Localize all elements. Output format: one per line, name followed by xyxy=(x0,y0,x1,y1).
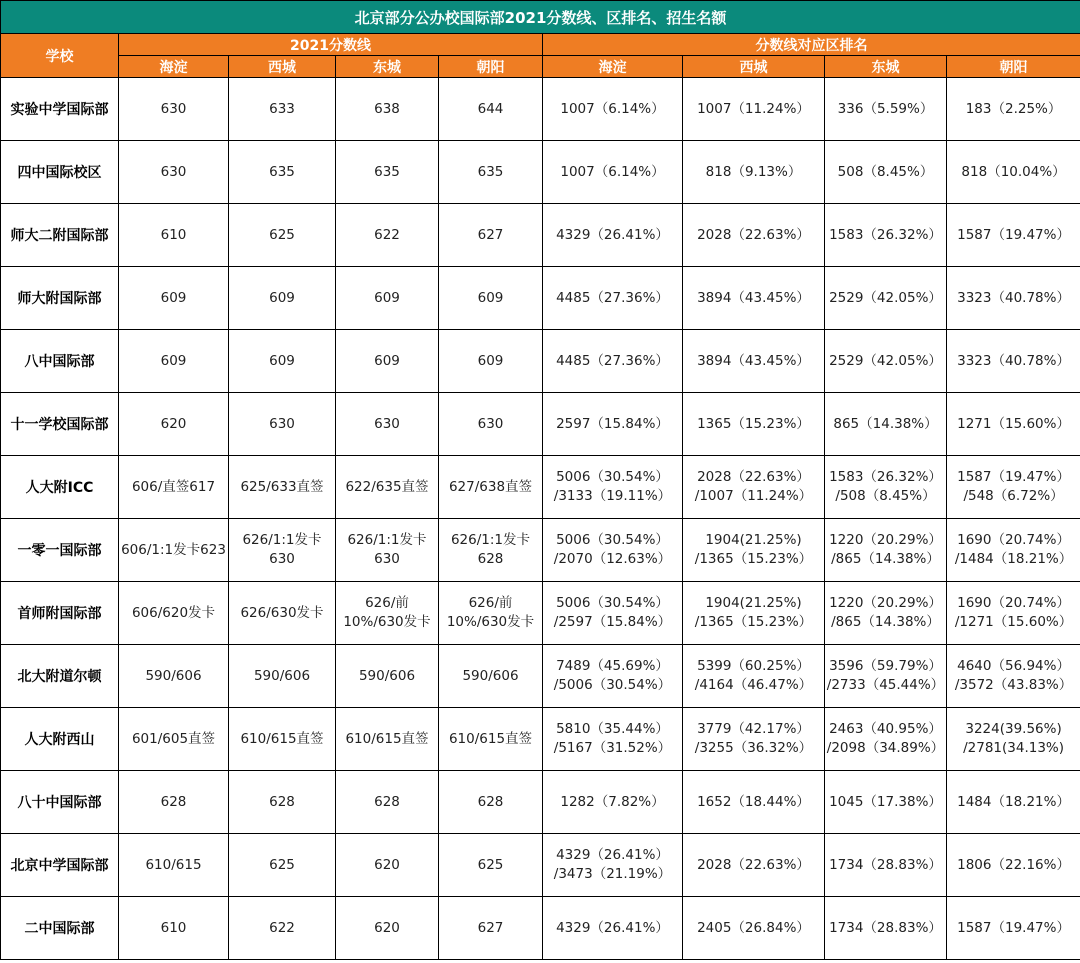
score-line: 625/633直签 xyxy=(240,478,324,495)
rank-line: /2597（15.84%） xyxy=(553,614,672,630)
rank-cell xyxy=(825,645,947,708)
score-cell xyxy=(119,708,229,771)
score-line: 620 xyxy=(374,856,400,873)
score-cell xyxy=(119,519,229,582)
rank-cell xyxy=(947,897,1080,960)
rank-line: 1587（19.47%） xyxy=(957,226,1070,243)
score-cell xyxy=(229,456,336,519)
school-name-cell: 十一学校国际部 xyxy=(1,393,119,456)
rank-cell xyxy=(543,204,683,267)
rank-line: 865（14.38%） xyxy=(833,415,938,432)
score-cell xyxy=(119,78,229,141)
table-row xyxy=(1,393,1080,456)
rank-line: 1690（20.74%） xyxy=(957,595,1070,611)
rank-line: 2597（15.84%） xyxy=(556,415,669,432)
score-cell xyxy=(229,204,336,267)
score-line: 630 xyxy=(374,551,400,567)
rank-line: 2463（40.95%） xyxy=(829,721,942,737)
score-cell xyxy=(336,204,439,267)
rank-cell xyxy=(825,519,947,582)
score-line: 609 xyxy=(160,289,187,306)
rank-cell xyxy=(543,834,683,897)
rank-line: /865（14.38%） xyxy=(831,551,940,567)
score-cell xyxy=(439,393,543,456)
rank-district-header: 朝阳 xyxy=(947,56,1080,78)
rank-cell xyxy=(683,834,825,897)
rank-line: /548（6.72%） xyxy=(963,488,1064,504)
score-line: 622/635直签 xyxy=(345,478,429,495)
rank-line: 5006（30.54%） xyxy=(556,595,669,611)
rank-line: 1007（11.24%） xyxy=(697,100,810,117)
score-line: 627 xyxy=(477,226,504,243)
rank-line: /3255（36.32%） xyxy=(694,740,813,756)
rank-line: 3596（59.79%） xyxy=(829,658,942,674)
rank-line: 4485（27.36%） xyxy=(556,352,669,369)
score-line: 628 xyxy=(477,551,504,567)
rank-cell xyxy=(825,834,947,897)
rank-cell xyxy=(825,708,947,771)
rank-cell xyxy=(543,708,683,771)
rank-line: 5399（60.25%） xyxy=(697,658,810,674)
score-line: 609 xyxy=(269,289,295,306)
school-name-cell: 一零一国际部 xyxy=(1,519,119,582)
rank-cell xyxy=(543,582,683,645)
score-cell xyxy=(439,78,543,141)
table-row xyxy=(1,78,1080,141)
score-line: 609 xyxy=(374,352,400,369)
score-line: 644 xyxy=(477,100,504,117)
rank-line: /2098（34.89%） xyxy=(826,740,945,756)
rank-cell xyxy=(947,330,1080,393)
score-cell xyxy=(229,267,336,330)
rank-cell xyxy=(947,645,1080,708)
rank-line: 5006（30.54%） xyxy=(556,469,669,485)
rank-cell xyxy=(543,645,683,708)
rank-cell xyxy=(825,393,947,456)
rank-line: 4329（26.41%） xyxy=(556,226,669,243)
ranks-group-header: 分数线对应区排名 xyxy=(543,34,1080,56)
school-name-cell: 师大二附国际部 xyxy=(1,204,119,267)
score-line: 590/606 xyxy=(462,667,519,684)
score-cell xyxy=(336,771,439,834)
rank-cell xyxy=(543,267,683,330)
scores-group-header: 2021分数线 xyxy=(119,34,543,56)
rank-cell xyxy=(947,771,1080,834)
score-line: 590/606 xyxy=(145,667,202,684)
rank-line: 2028（22.63%） xyxy=(697,469,810,485)
score-line: 606/1:1发卡623 xyxy=(121,541,226,558)
score-line: 626/前 xyxy=(468,595,513,611)
school-name-cell: 八中国际部 xyxy=(1,330,119,393)
score-line: 630 xyxy=(160,100,187,117)
rank-line: 1904(21.25%) xyxy=(705,532,802,548)
rank-line: 1007（6.14%） xyxy=(560,163,665,180)
rank-line: /5006（30.54%） xyxy=(553,677,672,693)
table-row xyxy=(1,708,1080,771)
rank-cell xyxy=(683,204,825,267)
rank-cell xyxy=(825,582,947,645)
score-cell xyxy=(439,330,543,393)
score-cell xyxy=(229,645,336,708)
table-row xyxy=(1,141,1080,204)
school-name-cell: 四中国际校区 xyxy=(1,141,119,204)
rank-cell xyxy=(543,456,683,519)
score-line: 628 xyxy=(477,793,504,810)
score-cell xyxy=(336,456,439,519)
rank-line: 1365（15.23%） xyxy=(697,415,810,432)
score-cell xyxy=(336,897,439,960)
score-line: 627/638直签 xyxy=(448,478,533,495)
rank-line: 1734（28.83%） xyxy=(829,856,942,873)
rank-line: /1365（15.23%） xyxy=(694,551,813,567)
rank-line: 1652（18.44%） xyxy=(697,793,810,810)
score-line: 633 xyxy=(269,100,295,117)
school-name-cell: 师大附国际部 xyxy=(1,267,119,330)
rank-line: 3323（40.78%） xyxy=(957,289,1070,306)
score-cell xyxy=(336,708,439,771)
rank-cell xyxy=(543,330,683,393)
rank-line: 3894（43.45%） xyxy=(697,352,810,369)
score-cell xyxy=(229,708,336,771)
score-line: 626/1:1发卡 xyxy=(242,532,322,548)
score-cell xyxy=(439,708,543,771)
rank-cell xyxy=(683,519,825,582)
rank-line: 1220（20.29%） xyxy=(829,532,942,548)
score-line: 625 xyxy=(269,856,295,873)
rank-line: /5167（31.52%） xyxy=(553,740,672,756)
rank-line: 1045（17.38%） xyxy=(829,793,942,810)
score-line: 609 xyxy=(160,352,187,369)
rank-line: 1484（18.21%） xyxy=(957,793,1070,810)
rank-cell xyxy=(825,267,947,330)
table-body xyxy=(1,78,1080,960)
score-cell xyxy=(119,897,229,960)
rank-cell xyxy=(683,393,825,456)
score-line: 625 xyxy=(477,856,504,873)
rank-district-header: 海淀 xyxy=(543,56,683,78)
rank-line: 183（2.25%） xyxy=(965,100,1062,117)
school-name-cell: 人大附ICC xyxy=(1,456,119,519)
score-line: 628 xyxy=(269,793,295,810)
school-name-cell: 首师附国际部 xyxy=(1,582,119,645)
score-cell xyxy=(336,645,439,708)
rank-cell xyxy=(543,897,683,960)
score-cell xyxy=(229,330,336,393)
rank-line: 3894（43.45%） xyxy=(697,289,810,306)
rank-cell xyxy=(947,708,1080,771)
rank-cell xyxy=(683,582,825,645)
score-cell xyxy=(439,456,543,519)
table-row xyxy=(1,645,1080,708)
table-row xyxy=(1,834,1080,897)
score-cell xyxy=(336,582,439,645)
rank-cell xyxy=(947,204,1080,267)
rank-cell xyxy=(683,771,825,834)
rank-line: 508（8.45%） xyxy=(837,163,934,180)
score-cell xyxy=(439,204,543,267)
rank-cell xyxy=(683,78,825,141)
score-line: 622 xyxy=(269,919,295,936)
table-row xyxy=(1,330,1080,393)
score-cell xyxy=(336,330,439,393)
rank-cell xyxy=(947,141,1080,204)
score-line: 630 xyxy=(269,415,295,432)
rank-line: 3779（42.17%） xyxy=(697,721,810,737)
rank-line: 5006（30.54%） xyxy=(556,532,669,548)
score-line: 601/605直签 xyxy=(131,730,216,747)
score-district-header: 海淀 xyxy=(119,56,229,78)
rank-cell xyxy=(825,771,947,834)
table-row xyxy=(1,897,1080,960)
rank-line: 4485（27.36%） xyxy=(556,289,669,306)
rank-cell xyxy=(825,330,947,393)
rank-cell xyxy=(947,519,1080,582)
score-line: 609 xyxy=(269,352,295,369)
table-row xyxy=(1,582,1080,645)
rank-line: /1271（15.60%） xyxy=(954,614,1073,630)
rank-cell xyxy=(947,834,1080,897)
school-name-cell: 实验中学国际部 xyxy=(1,78,119,141)
rank-cell xyxy=(543,78,683,141)
rank-line: 1282（7.82%） xyxy=(560,793,665,810)
rank-cell xyxy=(683,456,825,519)
rank-cell xyxy=(947,78,1080,141)
table-title: 北京部分公办校国际部2021分数线、区排名、招生名额 xyxy=(1,1,1080,34)
rank-line: 1904(21.25%) xyxy=(705,595,802,611)
score-cell xyxy=(439,834,543,897)
score-cell xyxy=(119,834,229,897)
score-cell xyxy=(336,78,439,141)
rank-line: 1583（26.32%） xyxy=(829,226,942,243)
table-row xyxy=(1,267,1080,330)
score-line: 609 xyxy=(477,289,504,306)
score-cell xyxy=(119,582,229,645)
score-cell xyxy=(119,204,229,267)
score-cell xyxy=(229,141,336,204)
score-cell xyxy=(119,267,229,330)
rank-line: /2781(34.13%) xyxy=(963,740,1065,756)
score-line: 627 xyxy=(477,919,504,936)
score-line: 630 xyxy=(477,415,504,432)
score-cell xyxy=(119,645,229,708)
score-cell xyxy=(336,141,439,204)
table-row xyxy=(1,771,1080,834)
rank-line: 336（5.59%） xyxy=(837,100,934,117)
rank-cell xyxy=(543,771,683,834)
rank-line: 1734（28.83%） xyxy=(829,919,942,936)
rank-line: /3473（21.19%） xyxy=(553,866,672,882)
rank-line: 4329（26.41%） xyxy=(556,919,669,936)
score-line: 590/606 xyxy=(253,667,311,684)
rank-cell xyxy=(947,582,1080,645)
score-line: 630 xyxy=(374,415,400,432)
score-line: 626/1:1发卡 xyxy=(450,532,531,548)
score-cell xyxy=(119,330,229,393)
score-line: 620 xyxy=(374,919,400,936)
score-cell xyxy=(336,267,439,330)
score-district-header: 朝阳 xyxy=(439,56,543,78)
score-line: 620 xyxy=(160,415,187,432)
rank-district-header: 东城 xyxy=(825,56,947,78)
rank-cell xyxy=(683,645,825,708)
score-cell xyxy=(439,582,543,645)
score-line: 625 xyxy=(269,226,295,243)
rank-cell xyxy=(543,141,683,204)
rank-line: 5810（35.44%） xyxy=(556,721,669,737)
school-column-header: 学校 xyxy=(1,34,119,78)
rank-line: 7489（45.69%） xyxy=(556,658,669,674)
score-line: 630 xyxy=(269,551,295,567)
rank-line: /865（14.38%） xyxy=(831,614,940,630)
rank-line: /3572（43.83%） xyxy=(954,677,1073,693)
score-line: 630 xyxy=(160,163,187,180)
school-name-cell: 人大附西山 xyxy=(1,708,119,771)
score-district-header: 西城 xyxy=(229,56,336,78)
rank-line: /508（8.45%） xyxy=(835,488,936,504)
rank-cell xyxy=(683,267,825,330)
score-cell xyxy=(229,519,336,582)
rank-line: /1484（18.21%） xyxy=(954,551,1073,567)
score-line: 622 xyxy=(374,226,400,243)
rank-line: /1365（15.23%） xyxy=(694,614,813,630)
rank-line: 1583（26.32%） xyxy=(829,469,942,485)
score-cell xyxy=(229,78,336,141)
rank-line: 2529（42.05%） xyxy=(829,289,942,306)
score-cell xyxy=(336,834,439,897)
table-row xyxy=(1,456,1080,519)
rank-line: 1806（22.16%） xyxy=(957,856,1070,873)
rank-line: 2405（26.84%） xyxy=(697,919,810,936)
school-name-cell: 北大附道尔顿 xyxy=(1,645,119,708)
rank-line: 1587（19.47%） xyxy=(957,469,1070,485)
score-line: 610/615直签 xyxy=(345,730,429,747)
rank-cell xyxy=(825,204,947,267)
score-line: 626/1:1发卡 xyxy=(347,532,427,548)
score-cell xyxy=(119,141,229,204)
score-cell xyxy=(229,393,336,456)
score-line: 628 xyxy=(160,793,187,810)
rank-line: 1587（19.47%） xyxy=(957,919,1070,936)
score-cell xyxy=(439,141,543,204)
score-line: 610 xyxy=(160,226,187,243)
rank-cell xyxy=(825,141,947,204)
rank-line: 818（9.13%） xyxy=(705,163,802,180)
score-cell xyxy=(336,519,439,582)
score-cell xyxy=(439,771,543,834)
score-line: 590/606 xyxy=(358,667,416,684)
score-line: 610 xyxy=(160,919,187,936)
score-line: 606/620发卡 xyxy=(131,604,216,621)
rank-cell xyxy=(683,897,825,960)
rank-cell xyxy=(947,267,1080,330)
rank-cell xyxy=(543,393,683,456)
rank-line: 4640（56.94%） xyxy=(957,658,1070,674)
rank-line: 3224(39.56%) xyxy=(965,721,1062,737)
rank-line: 1220（20.29%） xyxy=(829,595,942,611)
score-line: 635 xyxy=(477,163,504,180)
rank-line: 2028（22.63%） xyxy=(697,226,810,243)
school-name-cell: 北京中学国际部 xyxy=(1,834,119,897)
score-line: 610/615直签 xyxy=(448,730,533,747)
score-district-header: 东城 xyxy=(336,56,439,78)
score-cell xyxy=(229,834,336,897)
rank-cell xyxy=(683,330,825,393)
rank-cell xyxy=(543,519,683,582)
rank-line: 818（10.04%） xyxy=(961,163,1066,180)
score-line: 610/615 xyxy=(145,856,202,873)
rank-cell xyxy=(947,456,1080,519)
score-line: 609 xyxy=(477,352,504,369)
rank-line: /2733（45.44%） xyxy=(826,677,945,693)
score-cell xyxy=(439,897,543,960)
school-name-cell: 二中国际部 xyxy=(1,897,119,960)
score-cell xyxy=(229,897,336,960)
rank-cell xyxy=(825,78,947,141)
rank-cell xyxy=(825,897,947,960)
score-cell xyxy=(229,771,336,834)
score-line: 606/直签617 xyxy=(131,478,216,495)
rank-line: 2028（22.63%） xyxy=(697,856,810,873)
score-cell xyxy=(439,267,543,330)
rank-line: 3323（40.78%） xyxy=(957,352,1070,369)
rank-cell xyxy=(683,708,825,771)
score-line: 638 xyxy=(374,100,400,117)
score-cell xyxy=(229,582,336,645)
score-cell xyxy=(439,645,543,708)
rank-line: /3133（19.11%） xyxy=(553,488,672,504)
rank-line: 2529（42.05%） xyxy=(829,352,942,369)
rank-line: /1007（11.24%） xyxy=(694,488,813,504)
rank-line: 1271（15.60%） xyxy=(957,415,1070,432)
rank-line: /2070（12.63%） xyxy=(553,551,672,567)
score-line: 626/前 xyxy=(365,595,409,611)
score-line: 10%/630发卡 xyxy=(446,614,535,630)
rank-line: 1007（6.14%） xyxy=(560,100,665,117)
rank-line: /4164（46.47%） xyxy=(694,677,813,693)
table-row xyxy=(1,519,1080,582)
score-line: 610/615直签 xyxy=(240,730,324,747)
score-line: 635 xyxy=(374,163,400,180)
rank-cell xyxy=(947,393,1080,456)
score-line: 635 xyxy=(269,163,295,180)
rank-cell xyxy=(683,141,825,204)
score-cell xyxy=(439,519,543,582)
score-cell xyxy=(336,393,439,456)
score-cell xyxy=(119,456,229,519)
score-line: 609 xyxy=(374,289,400,306)
rank-line: 4329（26.41%） xyxy=(556,847,669,863)
score-line: 628 xyxy=(374,793,400,810)
score-cell xyxy=(119,393,229,456)
rank-district-header: 西城 xyxy=(683,56,825,78)
rank-line: 1690（20.74%） xyxy=(957,532,1070,548)
score-line: 626/630发卡 xyxy=(240,604,324,621)
score-line: 10%/630发卡 xyxy=(343,614,431,630)
table-row xyxy=(1,204,1080,267)
score-cell xyxy=(119,771,229,834)
rank-cell xyxy=(825,456,947,519)
school-name-cell: 八十中国际部 xyxy=(1,771,119,834)
